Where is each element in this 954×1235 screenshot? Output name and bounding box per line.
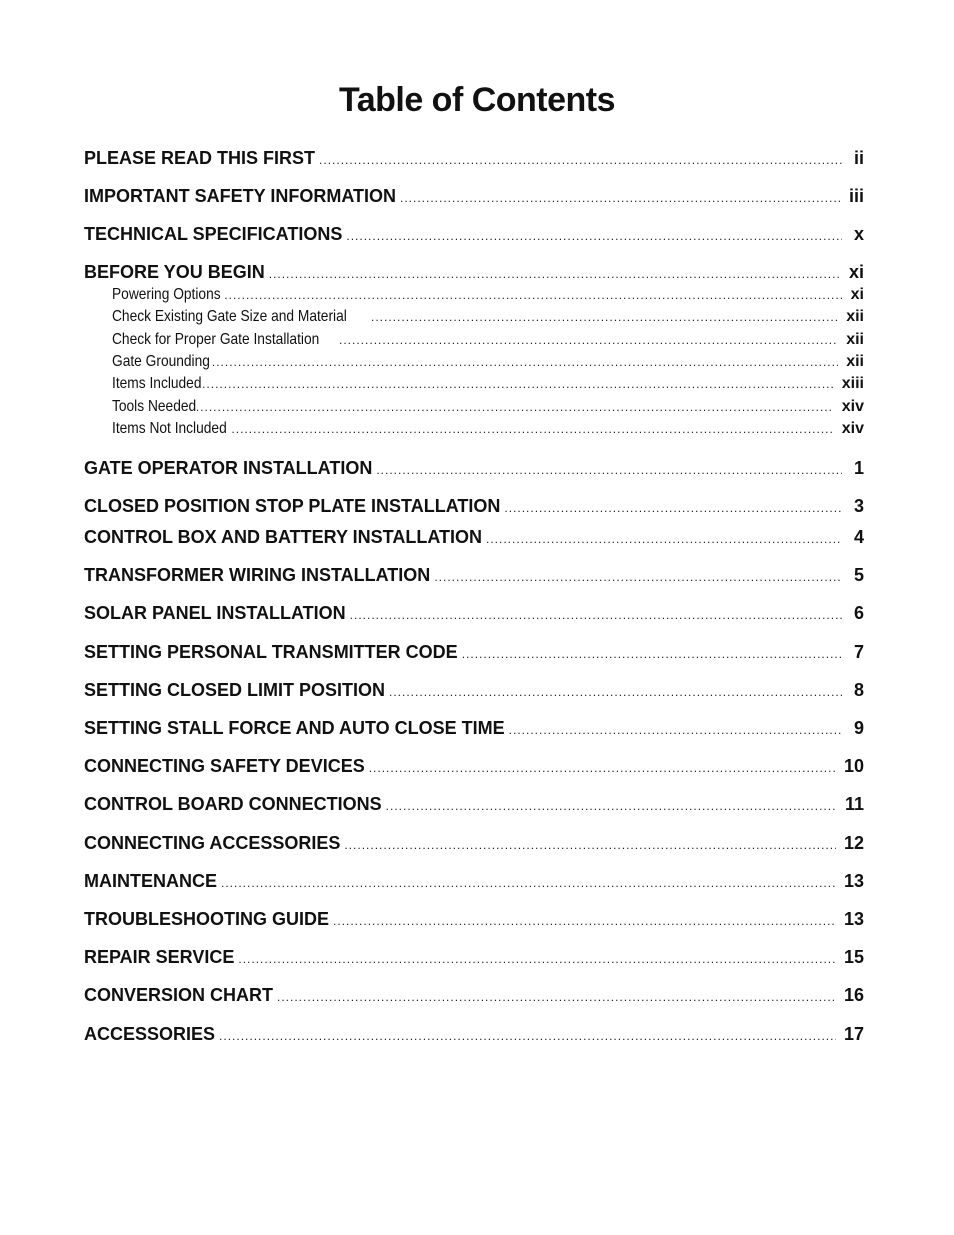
dot-leader bbox=[462, 642, 842, 666]
dot-leader bbox=[509, 718, 842, 742]
dot-leader bbox=[504, 496, 842, 520]
toc-entry-label: PLEASE READ THIS FIRST bbox=[84, 148, 316, 168]
dot-leader bbox=[371, 307, 838, 328]
toc-subentry-items-not-included[interactable] bbox=[112, 418, 864, 440]
toc-entry-label: SETTING PERSONAL TRANSMITTER CODE bbox=[84, 642, 458, 662]
toc-entry-label: TECHNICAL SPECIFICATIONS bbox=[84, 224, 343, 244]
dot-leader bbox=[350, 603, 842, 627]
toc-subentry-label: Tools Needed bbox=[112, 398, 197, 415]
toc-page-number: iii bbox=[848, 186, 864, 206]
dot-leader bbox=[221, 871, 836, 895]
toc-page-number: 13 bbox=[843, 909, 864, 929]
toc-page-number: xiii bbox=[841, 375, 864, 392]
toc-page-number: 15 bbox=[843, 947, 864, 967]
dot-leader bbox=[344, 833, 836, 857]
toc-entry-troubleshooting-guide[interactable] bbox=[84, 907, 864, 933]
toc-page-number: xii bbox=[846, 353, 864, 370]
dot-leader bbox=[346, 224, 842, 248]
toc-entry-closed-limit-position[interactable] bbox=[84, 678, 864, 704]
toc-page-number: x bbox=[853, 224, 864, 244]
dot-leader bbox=[196, 397, 834, 418]
dot-leader bbox=[202, 374, 834, 395]
toc-entry-conversion-chart[interactable] bbox=[84, 983, 864, 1009]
toc-entry-label: CONNECTING ACCESSORIES bbox=[84, 833, 341, 853]
toc-page-number: 1 bbox=[853, 458, 864, 478]
toc-page-number: 5 bbox=[853, 565, 864, 585]
toc-page-number: xi bbox=[850, 286, 864, 303]
toc-page-number: 7 bbox=[853, 642, 864, 662]
toc-entry-label: GATE OPERATOR INSTALLATION bbox=[84, 458, 373, 478]
toc-entry-before-you-begin[interactable] bbox=[84, 260, 864, 286]
toc-subentry-check-proper-gate-installation[interactable] bbox=[112, 329, 864, 351]
toc-subentry-label: Check Existing Gate Size and Material bbox=[112, 308, 347, 325]
toc-entry-label: SETTING CLOSED LIMIT POSITION bbox=[84, 680, 386, 700]
toc-entry-important-safety-information[interactable] bbox=[84, 184, 864, 210]
toc-page-number: 6 bbox=[853, 603, 864, 623]
toc-entry-accessories[interactable] bbox=[84, 1022, 864, 1048]
dot-leader bbox=[238, 947, 836, 971]
toc-page-number: 10 bbox=[843, 756, 864, 776]
toc-page-number: 8 bbox=[853, 680, 864, 700]
toc-entry-label: TRANSFORMER WIRING INSTALLATION bbox=[84, 565, 431, 585]
toc-entry-label: BEFORE YOU BEGIN bbox=[84, 262, 265, 282]
toc-entry-repair-service[interactable] bbox=[84, 945, 864, 971]
dot-leader bbox=[212, 352, 838, 373]
toc-entry-label: CLOSED POSITION STOP PLATE INSTALLATION bbox=[84, 496, 501, 516]
dot-leader bbox=[386, 794, 837, 818]
toc-entry-gate-operator-installation[interactable] bbox=[84, 456, 864, 482]
toc-entry-label: CONTROL BOARD CONNECTIONS bbox=[84, 794, 382, 814]
dot-leader bbox=[277, 985, 836, 1009]
dot-leader bbox=[319, 148, 842, 172]
dot-leader bbox=[339, 330, 838, 351]
toc-subentry-items-included[interactable] bbox=[112, 373, 864, 395]
toc-entry-label: SETTING STALL FORCE AND AUTO CLOSE TIME bbox=[84, 718, 505, 738]
toc-subentry-powering-options[interactable] bbox=[112, 284, 864, 306]
toc-entry-control-board-connections[interactable] bbox=[84, 792, 864, 818]
toc-page-number: xii bbox=[846, 308, 864, 325]
toc-page-number: 13 bbox=[843, 871, 864, 891]
toc-entry-personal-transmitter-code[interactable] bbox=[84, 640, 864, 666]
toc-subentry-label: Items Included bbox=[112, 375, 202, 392]
toc-entry-label: CONVERSION CHART bbox=[84, 985, 274, 1005]
toc-entry-label: CONNECTING SAFETY DEVICES bbox=[84, 756, 365, 776]
toc-subentry-tools-needed[interactable] bbox=[112, 396, 864, 418]
dot-leader bbox=[400, 186, 841, 210]
page-title: Table of Contents bbox=[338, 81, 616, 119]
toc-page-number: 3 bbox=[853, 496, 864, 516]
dot-leader bbox=[333, 909, 836, 933]
dot-leader bbox=[486, 527, 842, 551]
dot-leader bbox=[231, 419, 833, 440]
toc-page-number: xiv bbox=[841, 420, 864, 437]
toc-entry-maintenance[interactable] bbox=[84, 869, 864, 895]
toc-entry-label: MAINTENANCE bbox=[84, 871, 217, 891]
dot-leader bbox=[269, 262, 841, 286]
toc-page-number: 17 bbox=[843, 1024, 864, 1044]
dot-leader bbox=[376, 458, 842, 482]
dot-leader bbox=[219, 1024, 836, 1048]
toc-page-number: 4 bbox=[853, 527, 864, 547]
toc-entry-label: SOLAR PANEL INSTALLATION bbox=[84, 603, 346, 623]
toc-entry-technical-specifications[interactable] bbox=[84, 222, 864, 248]
toc-page-number: xii bbox=[846, 331, 864, 348]
toc-entry-please-read-this-first[interactable] bbox=[84, 146, 864, 172]
toc-entry-solar-panel[interactable] bbox=[84, 601, 864, 627]
toc-entry-control-box-battery[interactable] bbox=[84, 525, 864, 551]
toc-page-number: xiv bbox=[841, 398, 864, 415]
toc-page-number: 9 bbox=[853, 718, 864, 738]
toc-entry-label: TROUBLESHOOTING GUIDE bbox=[84, 909, 330, 929]
dot-leader bbox=[389, 680, 842, 704]
dot-leader bbox=[224, 285, 842, 306]
toc-page-number: ii bbox=[853, 148, 864, 168]
dot-leader bbox=[434, 565, 842, 589]
toc-subentry-label: Check for Proper Gate Installation bbox=[112, 331, 320, 348]
toc-subentry-label: Powering Options bbox=[112, 286, 221, 303]
toc-page-number: 11 bbox=[844, 794, 864, 814]
toc-entry-transformer-wiring[interactable] bbox=[84, 563, 864, 589]
toc-entry-connecting-safety-devices[interactable] bbox=[84, 754, 864, 780]
toc-entry-closed-position-stop-plate[interactable] bbox=[84, 494, 864, 520]
toc-subentry-check-existing-gate-size[interactable] bbox=[112, 306, 864, 328]
toc-entry-label: CONTROL BOX AND BATTERY INSTALLATION bbox=[84, 527, 482, 547]
toc-subentry-gate-grounding[interactable] bbox=[112, 351, 864, 373]
toc-page-number: 12 bbox=[843, 833, 864, 853]
toc-subentry-label: Gate Grounding bbox=[112, 353, 210, 370]
toc-page-number: xi bbox=[848, 262, 864, 282]
toc-entry-label: IMPORTANT SAFETY INFORMATION bbox=[84, 186, 396, 206]
toc-entry-connecting-accessories[interactable] bbox=[84, 831, 864, 857]
dot-leader bbox=[369, 756, 836, 780]
toc-entry-label: REPAIR SERVICE bbox=[84, 947, 235, 967]
toc-subentry-label: Items Not Included bbox=[112, 420, 227, 437]
toc-page-number: 16 bbox=[843, 985, 864, 1005]
toc-entry-label: ACCESSORIES bbox=[84, 1024, 216, 1044]
toc-entry-stall-force-auto-close[interactable] bbox=[84, 716, 864, 742]
